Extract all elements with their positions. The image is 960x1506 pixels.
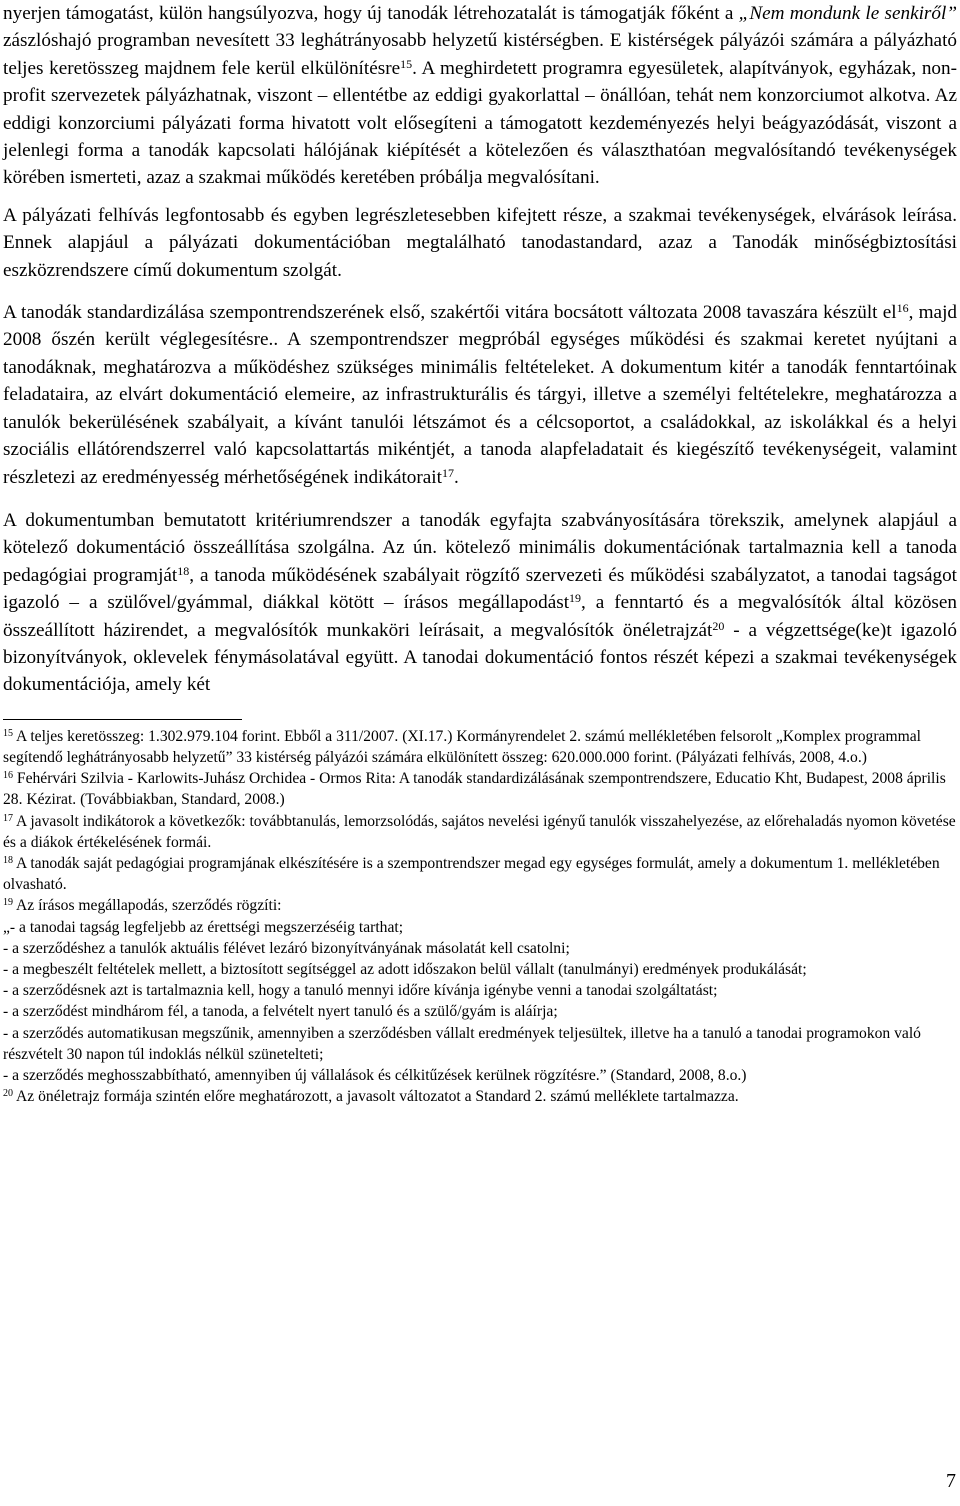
paragraph-text: - a végzettsége(ke)t igazoló bizonyítványok, oklevelek fénymásolatával együtt. A tanodai dokumentáció fontos részét képezi a szakmai tevékenységek dokumentációja, amely két — [3, 619, 958, 696]
footnote-separator — [3, 719, 242, 720]
footnote-text: Az írásos megállapodás, szerződés rögzíti: — [16, 897, 282, 915]
paragraph-4 — [3, 507, 957, 699]
footnote-line — [3, 895, 957, 916]
footnote-text: A tanodák saját pedagógiai programjának elkészítésére is a szempontrendszer megad egy egységes formulát, amely a dokumentum 1. mellékletében olvasható. — [3, 854, 940, 894]
footnote-text: A javasolt indikátorok a következők: továbbtanulás, lemorzsolódás, sajátos nevelési igényű tanulók visszahelyezése, az előrehaladás nyomon követése és a diákok értékelésének formái. — [3, 812, 956, 851]
footnote-20 — [3, 1086, 957, 1107]
footnotes — [3, 726, 957, 1108]
footnote-line: - a szerződésnek azt is tartalmaznia kell, hogy a tanuló mennyi időre kívánja igénybe venni a tanodai szolgáltatást; — [3, 982, 718, 1000]
footnote-ref-19[interactable]: 19 — [569, 591, 582, 606]
paragraph-text: nyerjen támogatást, külön hangsúlyozva, hogy új tanodák létrehozatalát is támogatják főként a — [3, 3, 739, 24]
footnote-text: A teljes keretösszeg: 1.302.979.104 forint. Ebből a 311/2007. (XI.17.) Kormányrendelet 2. számú mellékletében felsorolt „Komplex programmal segítendő leghátrányosabb helyzetű” 33 kistérség pályázói számára elkülönített összeg: 620.000.000 forint. (Pályázati felhívás, 2008, 4.o.) — [3, 727, 921, 766]
footnote-number: 18 — [3, 854, 13, 866]
footnote-15 — [3, 726, 957, 768]
paragraph-text: , majd 2008 őszén került véglegesítésre.. A szempontrendszer megpróbál egységes működési és szakmai keretet nyújtani a tanodáknak, meghatározva a működéshez szükséges minimális feltételeket. A dokumentum kitér a tanodák fenntartóinak feladataira, az elvárt dokumentáció elemeire, az infrastrukturális és tárgyi, illetve a személyi feltételekre, meghatározza a tanulók bekerülésének szabályait, a kívánt tanulói létszámot és a célcsoportot, a családokkal, az iskolákkal és a helyi szociális ellátórendszerrel való kapcsolattartás mikéntjét, a tanoda alapfeladatait és kiegészítő tevékenységeit, valamint részletezi az eredményesség mérhetőségének indikátorait — [3, 302, 957, 488]
footnote-line: - a szerződés automatikusan megszűnik, amennyiben a szerződésben vállalt eredmények teljesültek, illetve ha a tanuló a tanodai programokon való részvételt 30 napon túl indoklás nélkül szünetelteti; — [3, 1024, 921, 1063]
footnote-line: - a megbeszélt feltételek mellett, a biztosított segítséggel az adott időszakon belül vállalt (tanulmányi) eredmények produkálását; — [3, 960, 807, 978]
footnote-number: 20 — [3, 1088, 13, 1100]
paragraph-text: . A meghirdetett programra egyesületek, alapítványok, egyházak, non-profit szervezetek pályázhatnak, viszont – ellentétbe az eddigi gyakorlattal – önállóan, tehát nem konzorciumot alkotva. Az eddigi konzorciumi pályázati forma hivatott volt elősegíteni a támogatott kezdeményezés helyi beágyazódását, viszont a jelenlegi forma a tanodák kapcsolati hálójának kiépítését a kötelezően és választhatóan megvalósítandó tevékenységek körében ismerteti, azaz a szakmai működés keretében próbálja megvalósítani. — [3, 57, 957, 189]
paragraph-2: A pályázati felhívás legfontosabb és egyben legrészletesebben kifejtett része, a szakmai tevékenységek, elvárások leírása. Ennek alapjául a pályázati dokumentációban megtalálható tanodastandard, azaz a Tanodák minőségbiztosítási eszközrendszere című dokumentum szolgát. — [3, 204, 957, 281]
footnote-ref-15[interactable]: 15 — [400, 56, 413, 71]
footnote-19 — [3, 895, 957, 1086]
paragraph-1 — [3, 0, 957, 192]
footnote-number: 17 — [3, 812, 13, 824]
footnote-line: - a szerződést mindhárom fél, a tanoda, a felvételt nyert tanuló és a szülő/gyám is aláírja; — [3, 1003, 558, 1021]
footnote-text: Fehérvári Szilvia - Karlowits-Juhász Orchidea - Ormos Rita: A tanodák standardizálásának szempontrendszere, Educatio Kht, Budapest, 2008 április 28. Kézirat. (Továbbiakban, Standard, 2008.) — [3, 770, 946, 809]
paragraph-text: , a fenntartó és a megvalósítók által közösen összeállított házirendet, a megvalósítók munkaköri leírásait, a megvalósítók önéletrajzát — [3, 592, 957, 641]
paragraph-3 — [3, 299, 957, 491]
footnote-line: „- a tanodai tagság legfeljebb az érettségi megszerzéséig tarthat; — [3, 918, 404, 936]
footnote-18 — [3, 853, 957, 895]
paragraph-text: A tanodák standardizálása szempontrendszerének első, szakértői vitára bocsátott változata 2008 tavaszára készült el — [3, 302, 897, 324]
footnote-16 — [3, 768, 957, 810]
footnote-ref-16[interactable]: 16 — [896, 301, 909, 316]
footnote-number: 19 — [3, 897, 13, 909]
footnote-17 — [3, 811, 957, 853]
footnote-ref-20[interactable]: 20 — [712, 618, 725, 633]
footnote-ref-17[interactable]: 17 — [441, 465, 454, 480]
paragraph-text: A dokumentumban bemutatott kritériumrendszer a tanodák egyfajta szabványosítására törekszik, amelynek alapjául a kötelező dokumentáció összeállítása szolgálna. Az ún. kötelező minimális dokumentációnak tartalmaznia kell a tanoda pedagógiai programját — [3, 509, 957, 586]
paragraph-text: zászlóshajó programban nevesített 33 leghátrányosabb helyzetű kistérségben. E kistérségek pályázói számára a pályázható teljes keretösszeg majdnem fele kerül elkülönítésre — [3, 30, 957, 79]
program-name-italic: „Nem mondunk le senkiről” — [738, 3, 957, 24]
footnote-text: Az önéletrajz formája szintén előre meghatározott, a javasolt változatot a Standard 2. számú melléklete tartalmazza. — [16, 1088, 739, 1106]
footnote-line: - a szerződéshez a tanulók aktuális félévet lezáró bizonyítványának másolatát kell csatolni; — [3, 939, 570, 957]
paragraph-text: , a tanoda működésének szabályait rögzítő szervezeti és működési szabályzatot, a tanodai tagságot igazoló – a szülővel/gyámmal, diákkal kötött – írásos megállapodást — [3, 564, 957, 614]
footnote-number: 15 — [3, 727, 13, 739]
footnote-ref-18[interactable]: 18 — [177, 563, 190, 578]
paragraph-text: . — [453, 466, 459, 488]
footnote-number: 16 — [3, 770, 13, 782]
footnote-line: - a szerződés meghosszabbítható, amennyiben új vállalások és célkitűzések kerülnek rögzítésre.” (Standard, 2008, 8.o.) — [3, 1067, 747, 1084]
document-page — [3, 0, 957, 1107]
page-number: 7 — [946, 1470, 956, 1492]
